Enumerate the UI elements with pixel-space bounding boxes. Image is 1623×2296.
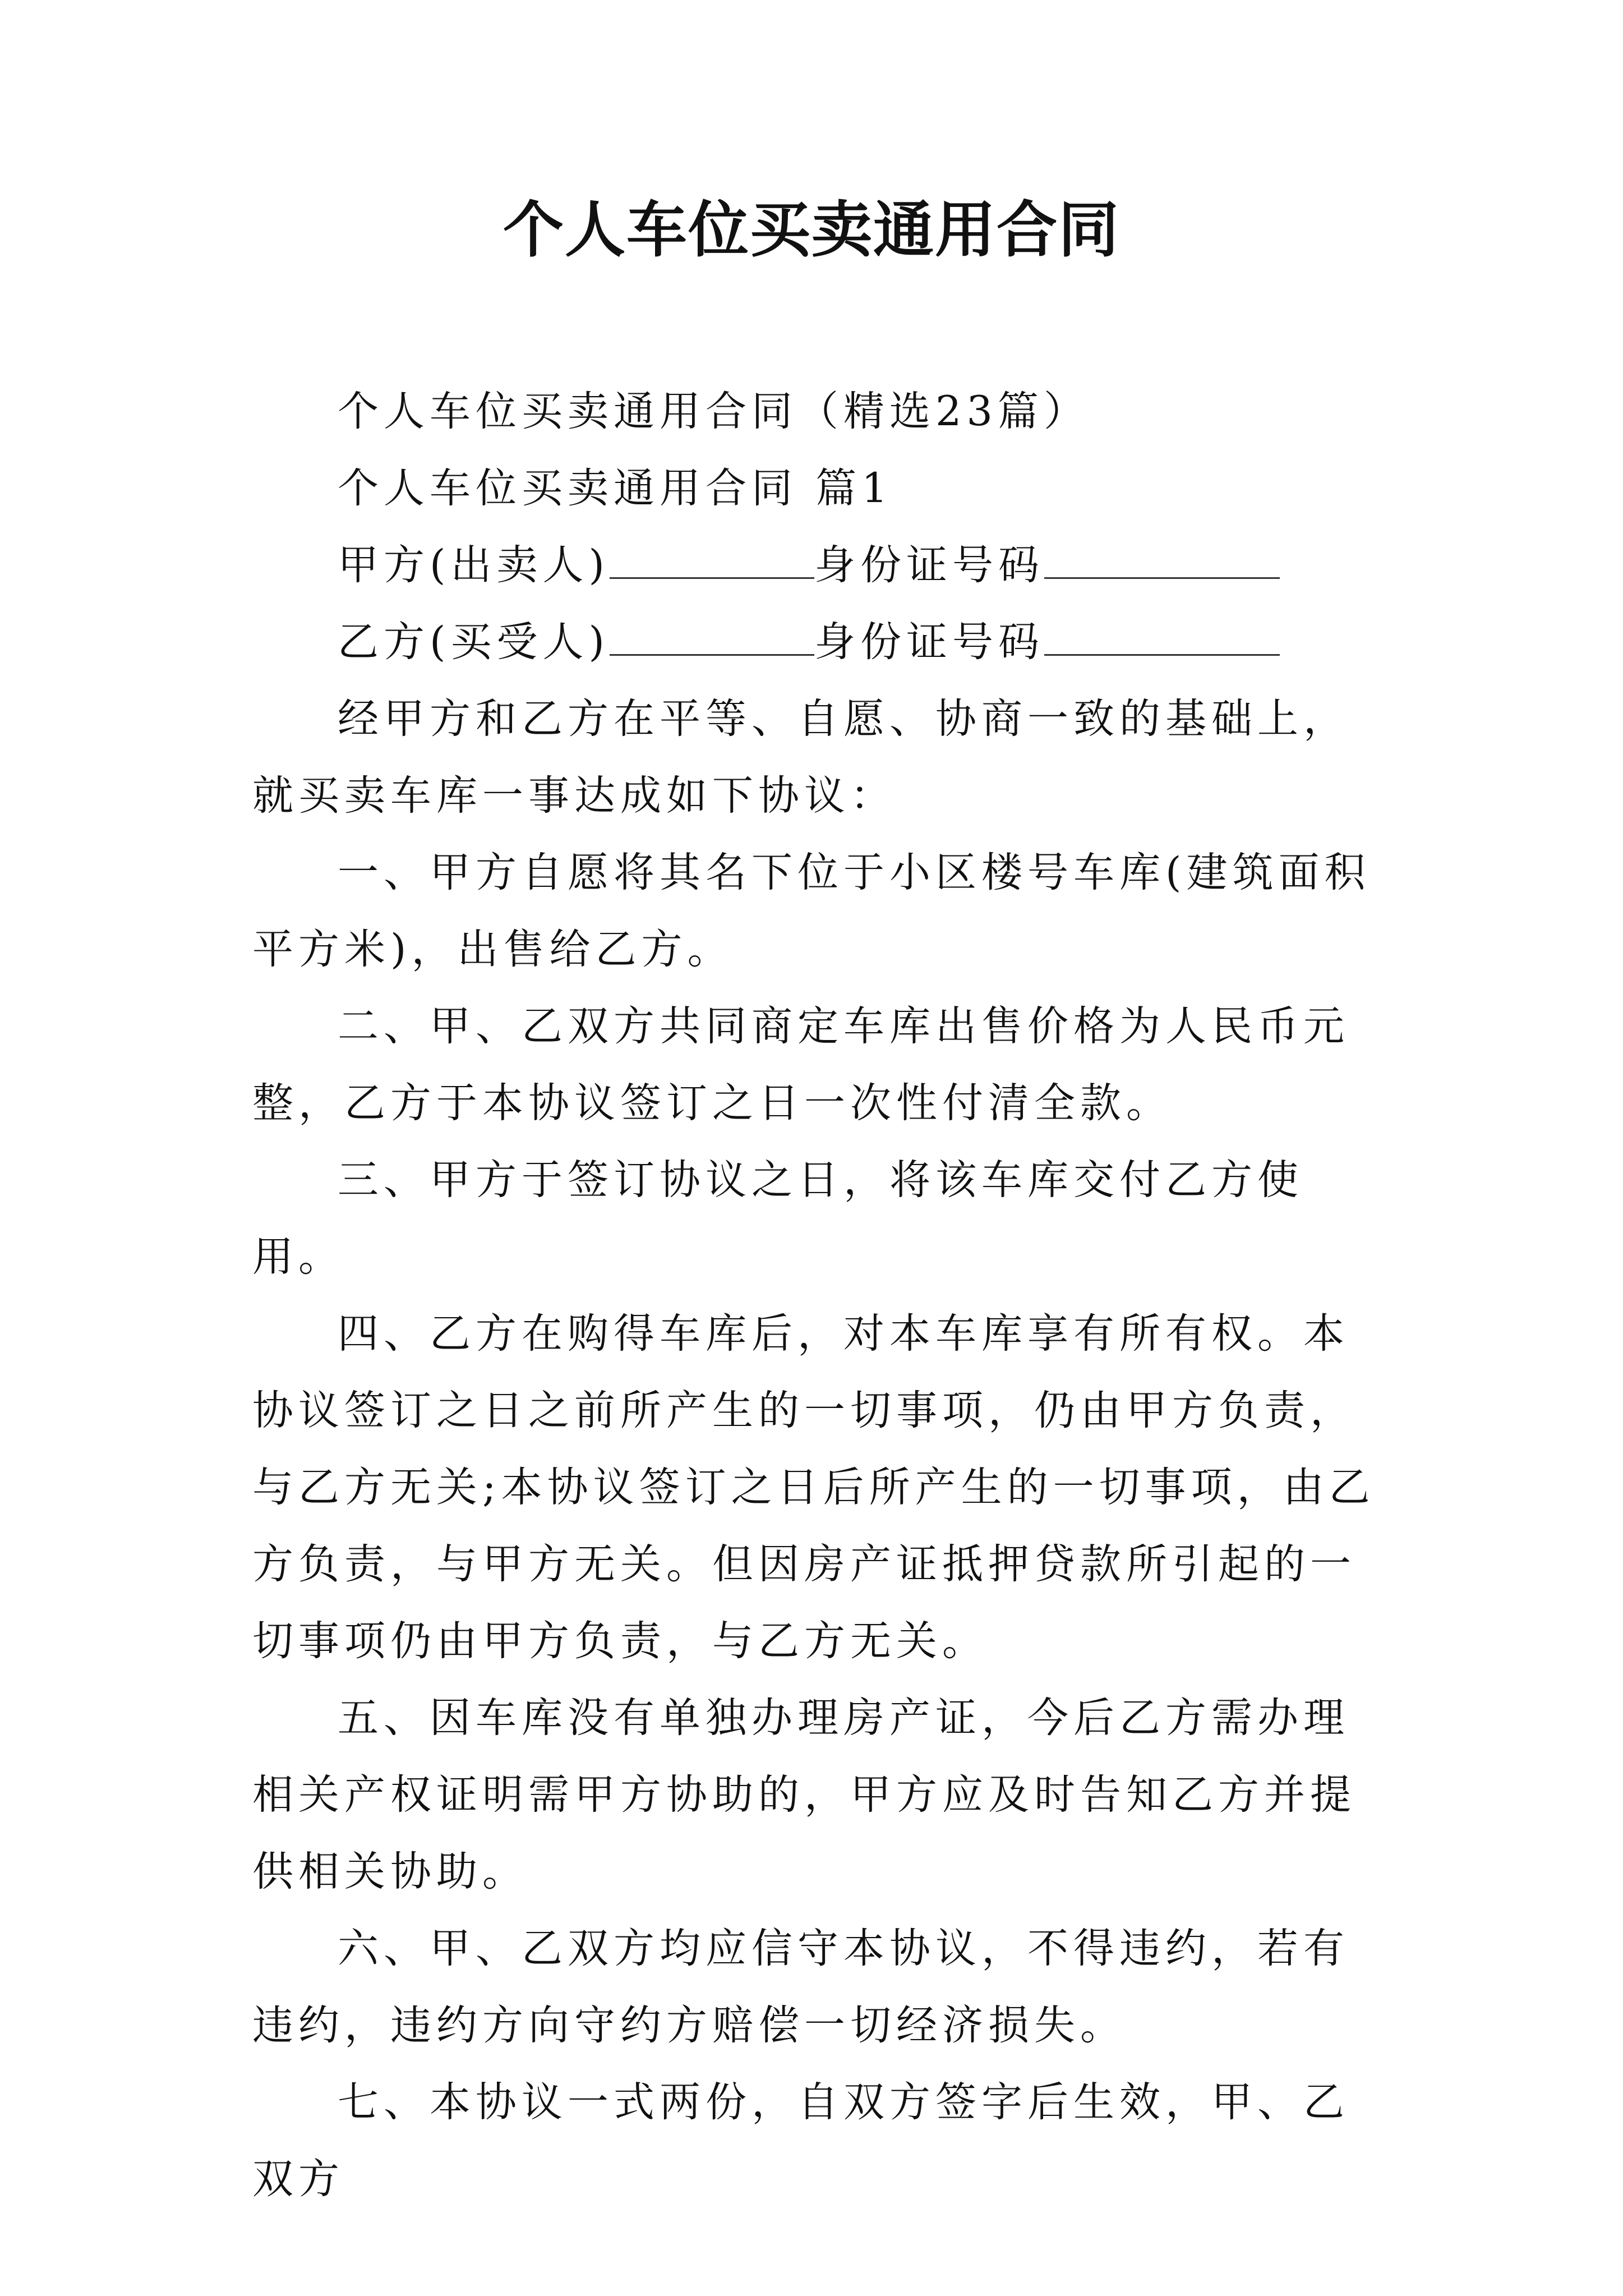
party-a-id-label: 身份证号码 — [814, 541, 1044, 589]
party-a-line — [252, 527, 1385, 604]
party-b-id-blank — [1044, 620, 1280, 656]
party-a-id-blank — [1044, 544, 1280, 579]
clause-7: 七、本协议一式两份，自双方签字后生效，甲、乙双方 — [252, 2078, 1349, 2203]
collection-heading: 个人车位买卖通用合同（精选23篇） — [338, 388, 1090, 435]
article-heading: 个人车位买卖通用合同 篇1 — [338, 464, 893, 512]
intro-paragraph: 经甲方和乙方在平等、自愿、协商一致的基础上，就买卖车库一事达成如下协议： — [252, 695, 1349, 820]
party-a-name-blank — [610, 544, 814, 579]
party-b-label: 乙方(买受人) — [338, 618, 610, 666]
document-title: 个人车位买卖通用合同 — [502, 195, 1120, 265]
party-b-name-blank — [610, 620, 814, 656]
party-a-label: 甲方(出卖人) — [338, 541, 610, 589]
clause-6: 六、甲、乙双方均应信守本协议，不得违约，若有违约，违约方向守约方赔偿一切经济损失。 — [252, 1925, 1349, 2049]
clause-2: 二、甲、乙双方共同商定车库出售价格为人民币元整，乙方于本协议签订之日一次性付清全款。 — [252, 1002, 1349, 1127]
clause-5: 五、因车库没有单独办理房产证，今后乙方需办理相关产权证明需甲方协助的，甲方应及时告知乙方并提供相关协助。 — [252, 1694, 1356, 1895]
document-body — [252, 373, 1385, 2217]
clause-4: 四、乙方在购得车库后，对本车库享有所有权。本协议签订之日之前所产生的一切事项，仍由甲方负责，与乙方无关;本协议签订之日后所产生的一切事项，由乙方负责，与甲方无关。但因房产证抵押贷款所引起的一切事项仍由甲方负责，与乙方无关。 — [252, 1310, 1375, 1665]
party-b-id-label: 身份证号码 — [814, 618, 1044, 666]
clause-1: 一、甲方自愿将其名下位于小区楼号车库(建筑面积平方米)，出售给乙方。 — [252, 849, 1371, 973]
clause-3: 三、甲方于签订协议之日，将该车库交付乙方使用。 — [252, 1156, 1303, 1281]
party-b-line — [252, 604, 1385, 680]
